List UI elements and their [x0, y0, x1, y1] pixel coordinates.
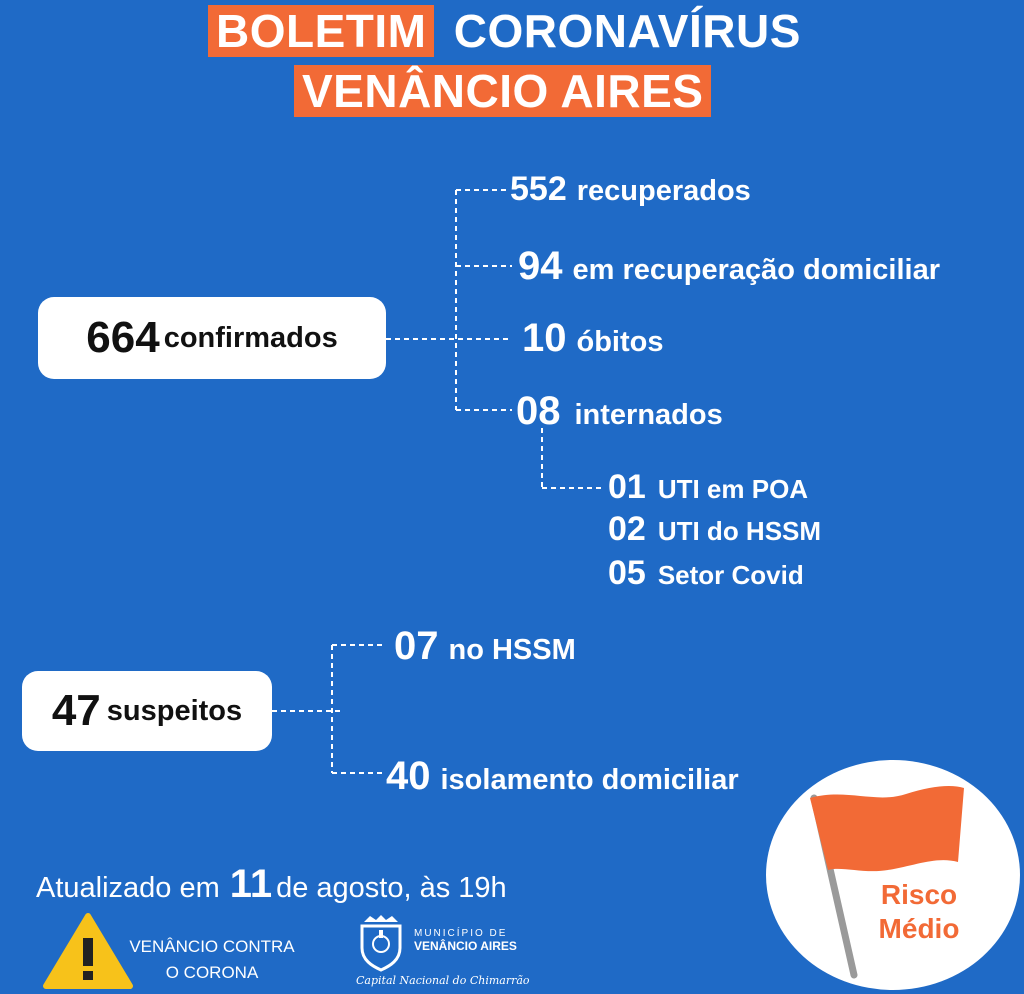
hospitalized-item [608, 468, 808, 507]
header-title [208, 4, 801, 58]
flag-icon [796, 770, 976, 980]
hospitalized-label: Setor Covid [657, 560, 804, 590]
risk-text [860, 878, 978, 946]
updated-day: 11 [229, 862, 273, 906]
warning-icon [42, 910, 134, 990]
branch-number: 10 [522, 316, 567, 360]
branch-deaths [522, 316, 664, 361]
hospitalized-item [608, 510, 821, 549]
municipality-tagline: Capital Nacional do Chimarrão [356, 974, 530, 987]
campaign-line2: O CORONA [165, 963, 259, 982]
title-highlight: BOLETIM [208, 5, 434, 57]
suspects-item-number: 07 [394, 624, 439, 668]
hospitalized-item [608, 554, 804, 593]
updated-prefix: Atualizado em [36, 872, 220, 904]
suspects-item [394, 624, 576, 669]
updated-suffix: de agosto, às 19h [276, 872, 507, 904]
title-rest: CORONAVÍRUS [453, 5, 801, 57]
confirmed-label: confirmados [163, 321, 338, 354]
branch-recovered [510, 170, 751, 209]
suspects-label: suspeitos [106, 694, 243, 727]
suspects-number: 47 [51, 686, 101, 735]
confirmed-number: 664 [86, 313, 160, 362]
branch-label: em recuperação domiciliar [572, 254, 940, 286]
city-highlight: VENÂNCIO AIRES [294, 65, 711, 117]
risk-line1: Risco [880, 879, 958, 910]
branch-number: 552 [510, 170, 567, 208]
header-city [294, 64, 711, 118]
campaign-text [122, 934, 302, 986]
campaign-line1: VENÂNCIO CONTRA [129, 937, 295, 956]
hospitalized-number: 01 [608, 468, 646, 506]
suspects-item-label: no HSSM [448, 634, 576, 666]
suspects-item-label: isolamento domiciliar [440, 764, 739, 796]
hospitalized-number: 05 [608, 554, 646, 592]
branch-hospitalized [516, 389, 723, 434]
hospitalized-label: UTI do HSSM [657, 516, 822, 546]
crest-icon [356, 914, 406, 972]
hospitalized-number: 02 [608, 510, 646, 548]
risk-line2: Médio [878, 913, 960, 944]
branch-label: óbitos [576, 326, 664, 358]
branch-number: 08 [516, 389, 561, 433]
branch-label: internados [574, 399, 723, 431]
branch-label: recuperados [576, 175, 751, 207]
suspects-pill [22, 671, 272, 751]
hospitalized-label: UTI em POA [657, 474, 809, 504]
branch-number: 94 [518, 244, 563, 288]
branch-home-recovery [518, 244, 940, 289]
confirmed-pill [38, 297, 386, 379]
municipality-line2: VENÂNCIO AIRES [414, 939, 517, 953]
municipality-block [414, 928, 517, 953]
municipality-line1: MUNICÍPIO DE [414, 928, 508, 939]
suspects-item [386, 754, 739, 799]
suspects-item-number: 40 [386, 754, 431, 798]
updated-line [36, 862, 507, 907]
